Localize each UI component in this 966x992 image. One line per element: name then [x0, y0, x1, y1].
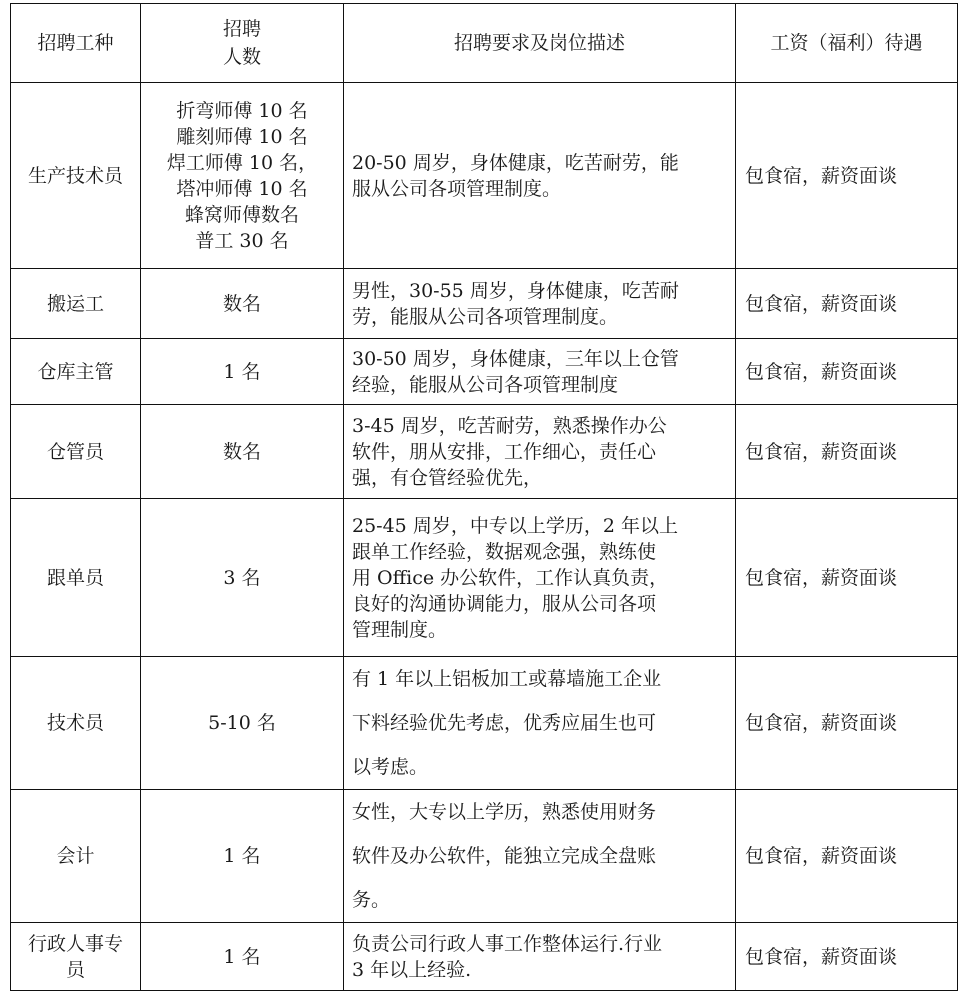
header-requirements: 招聘要求及岗位描述 [344, 4, 736, 83]
job-type-cell: 搬运工 [11, 269, 141, 339]
headcount-cell: 数名 [141, 405, 344, 499]
table-row [11, 269, 958, 339]
headcount-cell: 3 名 [141, 499, 344, 657]
salary-cell: 包食宿，薪资面谈 [736, 83, 958, 269]
salary-cell: 包食宿，薪资面谈 [736, 405, 958, 499]
salary-cell: 包食宿，薪资面谈 [736, 269, 958, 339]
header-job-type: 招聘工种 [11, 4, 141, 83]
requirements-cell: 男性，30-55 周岁，身体健康，吃苦耐 劳，能服从公司各项管理制度。 [344, 269, 736, 339]
job-type-cell: 仓库主管 [11, 339, 141, 405]
header-salary: 工资（福利）待遇 [736, 4, 958, 83]
salary-cell: 包食宿，薪资面谈 [736, 499, 958, 657]
header-headcount: 招聘 人数 [141, 4, 344, 83]
table-row [11, 499, 958, 657]
job-type-cell: 生产技术员 [11, 83, 141, 269]
requirements-cell: 30-50 周岁，身体健康，三年以上仓管 经验，能服从公司各项管理制度 [344, 339, 736, 405]
job-type-cell: 会计 [11, 790, 141, 923]
table-row [11, 923, 958, 991]
job-type-cell: 跟单员 [11, 499, 141, 657]
table-row [11, 657, 958, 790]
recruitment-table [10, 3, 958, 991]
salary-cell: 包食宿，薪资面谈 [736, 790, 958, 923]
job-type-cell: 行政人事专 员 [11, 923, 141, 991]
headcount-cell: 1 名 [141, 339, 344, 405]
requirements-cell: 有 1 年以上铝板加工或幕墙施工企业 下料经验优先考虑，优秀应届生也可 以考虑。 [344, 657, 736, 790]
requirements-cell: 负责公司行政人事工作整体运行.行业 3 年以上经验. [344, 923, 736, 991]
requirements-cell: 25-45 周岁，中专以上学历，2 年以上 跟单工作经验，数据观念强，熟练使 用 Office 办公软件，工作认真负责， 良好的沟通协调能力，服从公司各项 管理制度。 [344, 499, 736, 657]
table-header-row [11, 4, 958, 83]
table-row [11, 790, 958, 923]
headcount-cell: 数名 [141, 269, 344, 339]
job-type-cell: 技术员 [11, 657, 141, 790]
headcount-cell: 5-10 名 [141, 657, 344, 790]
requirements-cell: 3-45 周岁，吃苦耐劳，熟悉操作办公 软件，朋从安排，工作细心，责任心 强，有仓管经验优先， [344, 405, 736, 499]
headcount-cell: 1 名 [141, 790, 344, 923]
job-type-cell: 仓管员 [11, 405, 141, 499]
requirements-cell: 女性，大专以上学历，熟悉使用财务 软件及办公软件，能独立完成全盘账 务。 [344, 790, 736, 923]
table-row [11, 339, 958, 405]
headcount-cell: 折弯师傅 10 名 雕刻师傅 10 名 焊工师傅 10 名， 塔冲师傅 10 名 蜂窝师傅数名 普工 30 名 [141, 83, 344, 269]
table-row [11, 405, 958, 499]
salary-cell: 包食宿，薪资面谈 [736, 339, 958, 405]
salary-cell: 包食宿，薪资面谈 [736, 657, 958, 790]
requirements-cell: 20-50 周岁，身体健康，吃苦耐劳，能 服从公司各项管理制度。 [344, 83, 736, 269]
table-row [11, 83, 958, 269]
salary-cell: 包食宿，薪资面谈 [736, 923, 958, 991]
headcount-cell: 1 名 [141, 923, 344, 991]
